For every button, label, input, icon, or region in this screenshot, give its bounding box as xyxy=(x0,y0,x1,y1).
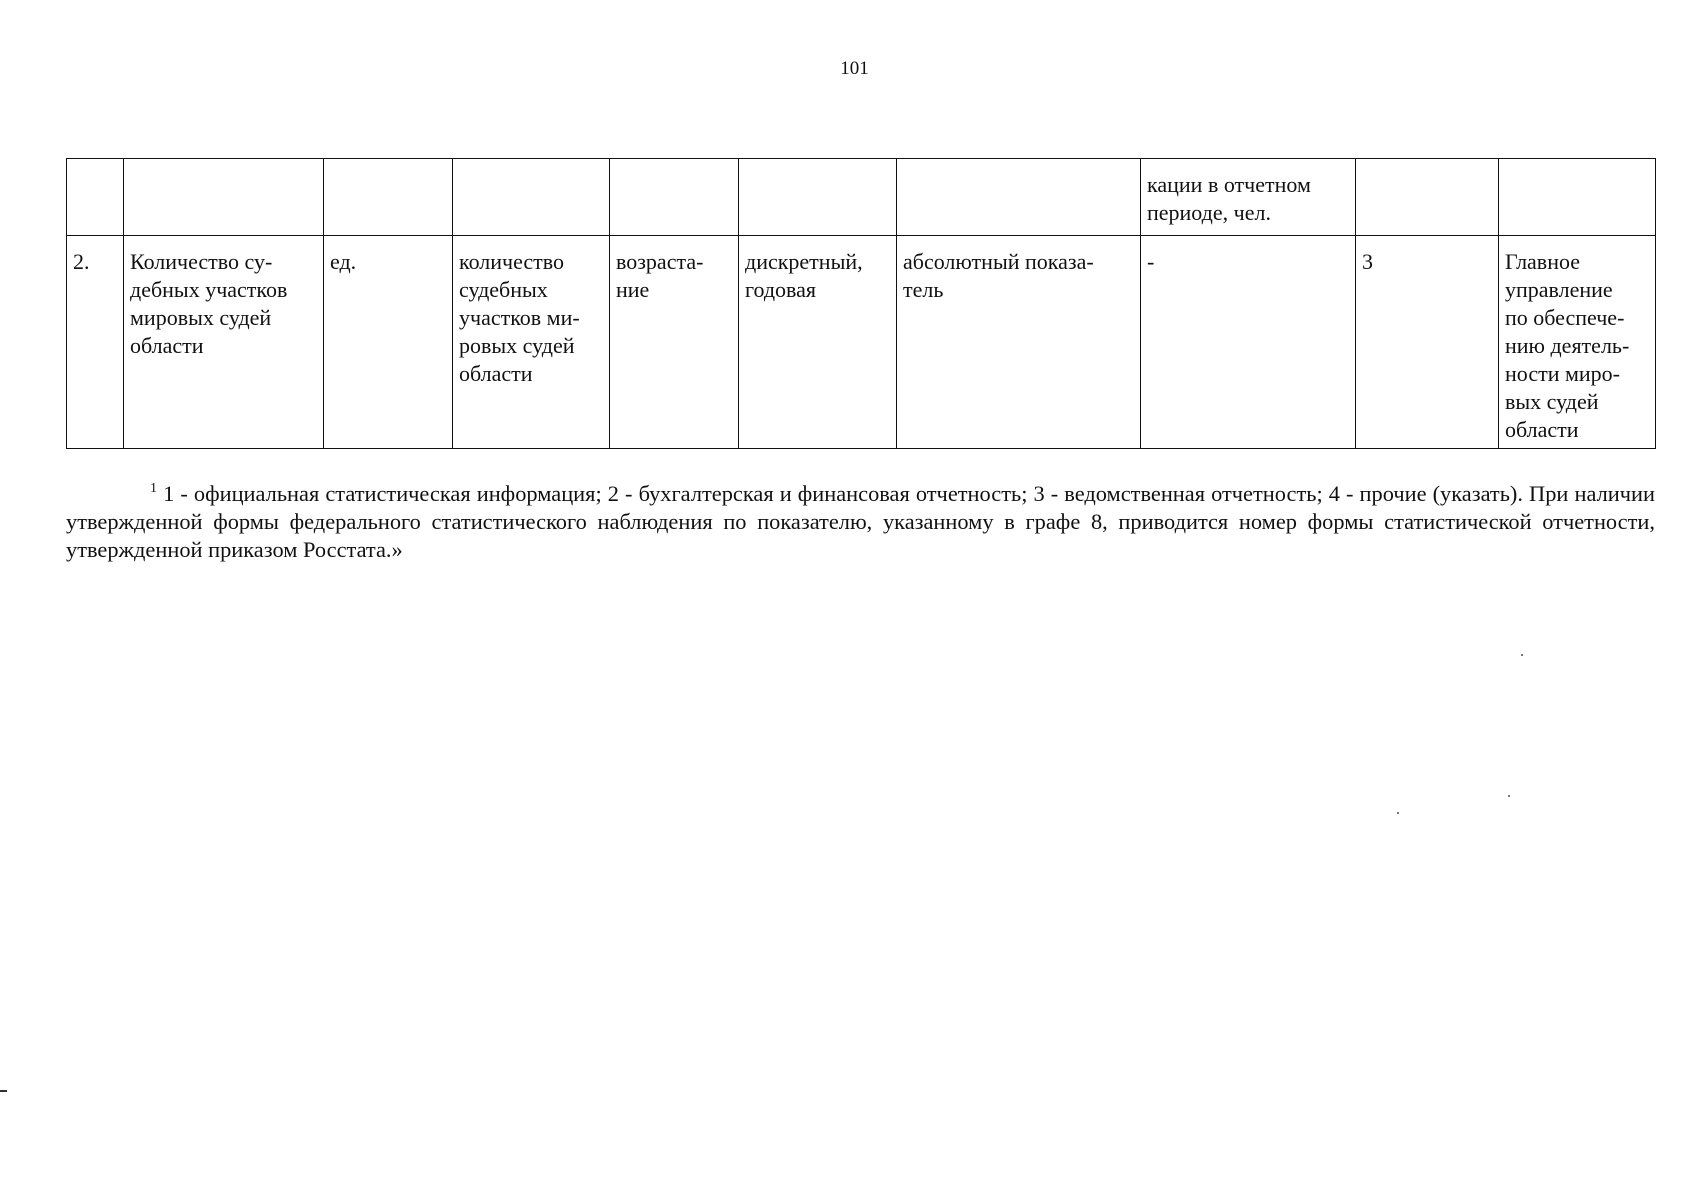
page-number: 101 xyxy=(840,58,869,79)
scan-artifact xyxy=(1508,795,1510,797)
table-cell xyxy=(453,159,610,236)
table-row-continuation xyxy=(67,159,1656,236)
table-row xyxy=(67,236,1656,449)
periodicity-cell: дискретный, годовая xyxy=(739,236,897,449)
table-cell xyxy=(897,159,1141,236)
table-cell xyxy=(324,159,453,236)
scan-artifact xyxy=(1397,812,1399,814)
scan-artifact xyxy=(0,1090,7,1092)
table-cell xyxy=(610,159,739,236)
indicator-table xyxy=(66,158,1656,449)
table-cell xyxy=(124,159,324,236)
row-number-cell: 2. xyxy=(67,236,124,449)
table-cell xyxy=(1356,159,1499,236)
table-cell xyxy=(67,159,124,236)
table-cell: кации в отчетном периоде, чел. xyxy=(1141,159,1356,236)
footnote-text: 1 - официальная статистическая информация; 2 - бухгалтерская и финансовая отчетность; 3 - ведомственная отчетность; 4 - прочие (указать). При наличии утвержденной формы федерального статистического наблюдения по показателю, указанному в графе 8, приводится номер формы статистической отчетности, утвержденной приказом Росстата.» xyxy=(66,481,1655,562)
trend-cell: возраста- ние xyxy=(610,236,739,449)
indicator-name-cell: Количество су- дебных участков мировых судей области xyxy=(124,236,324,449)
table-cell xyxy=(739,159,897,236)
basic-indicators-cell: - xyxy=(1141,236,1356,449)
method-cell: абсолютный показа- тель xyxy=(897,236,1141,449)
scan-artifact xyxy=(1521,654,1523,656)
responsible-cell: Главное управление по обеспече- нию деятель- ности миро- вых судей области xyxy=(1499,236,1656,449)
unit-cell: ед. xyxy=(324,236,453,449)
table-cell xyxy=(1499,159,1656,236)
footnote-marker: 1 xyxy=(150,481,157,496)
data-source-cell: 3 xyxy=(1356,236,1499,449)
definition-cell: количество судебных участков ми- ровых судей области xyxy=(453,236,610,449)
footnote xyxy=(66,480,1655,564)
